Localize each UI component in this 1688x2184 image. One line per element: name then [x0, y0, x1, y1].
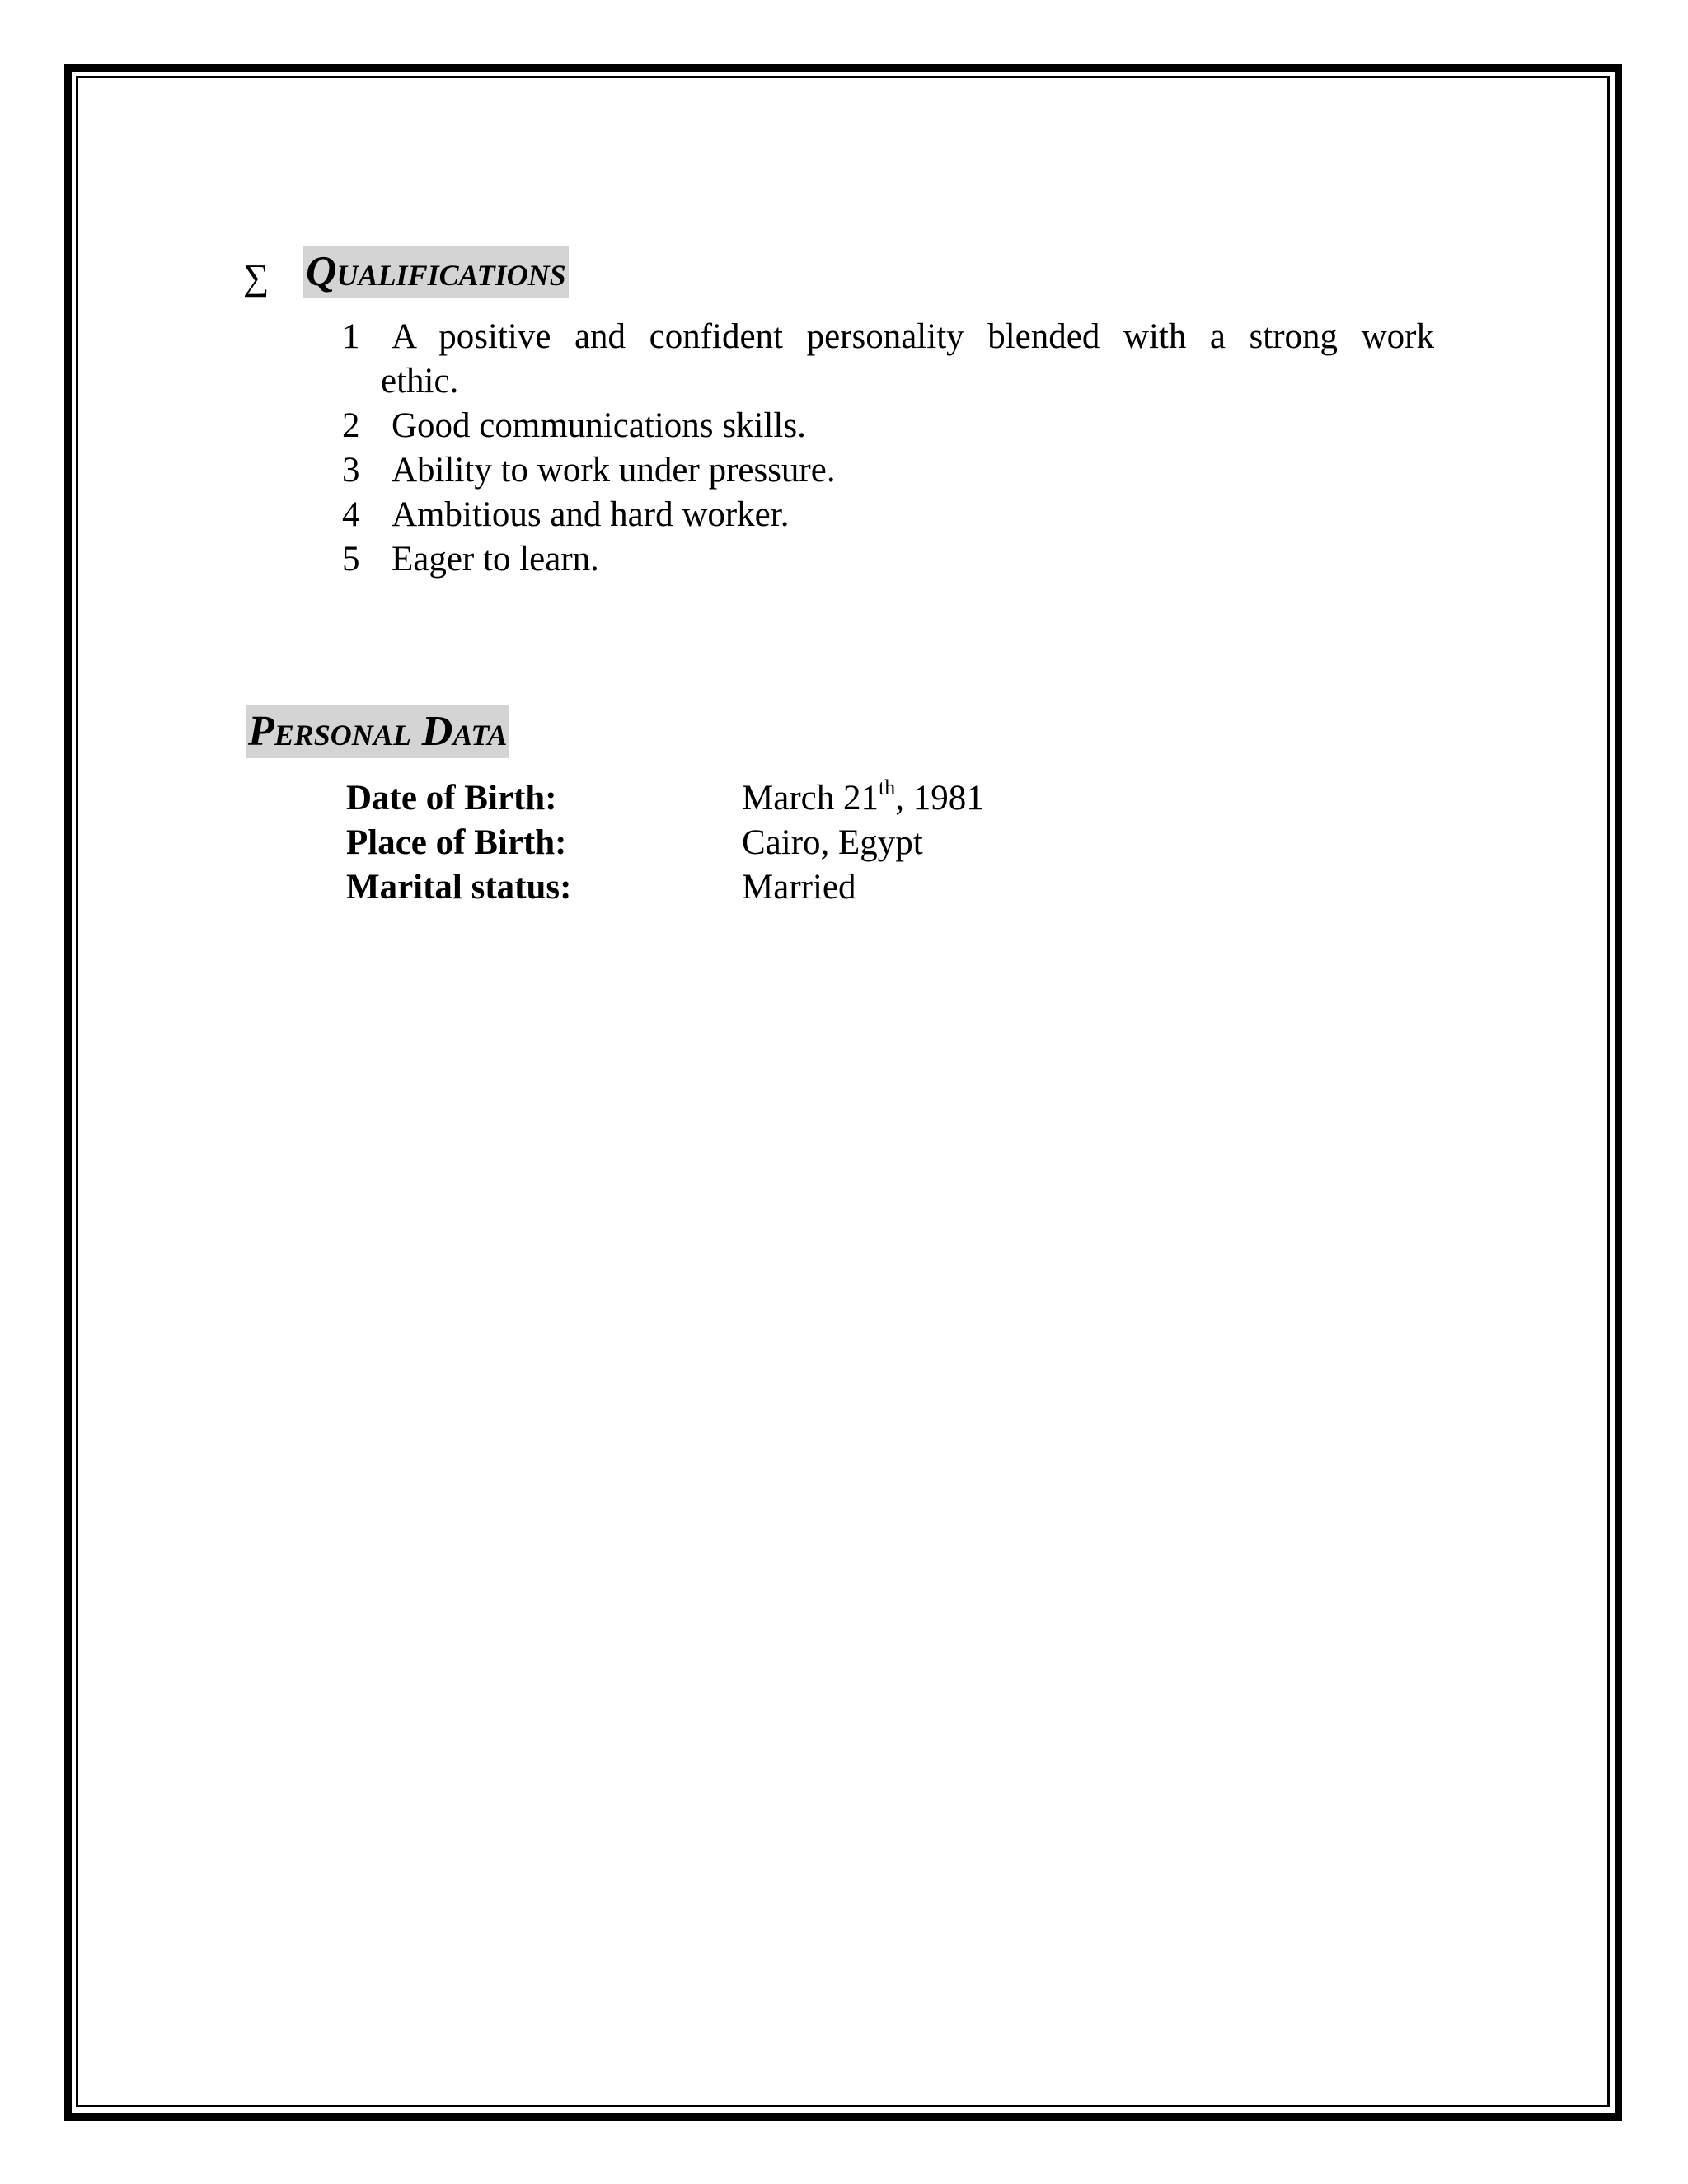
item-number: 2 [342, 406, 360, 445]
item-number: 4 [342, 495, 360, 534]
item-number: 1 [342, 317, 360, 356]
date-of-birth-value: March 21th, 1981 [742, 776, 984, 818]
item-text: Eager to learn. [392, 540, 599, 579]
marital-status-value: Married [742, 868, 856, 907]
item-text: A positive and confident personality blended with a strong work [392, 317, 1434, 356]
qualifications-heading: Qualifications [303, 246, 569, 298]
marital-status-label: Marital status: [346, 868, 572, 907]
qualification-item-1 [342, 315, 1434, 359]
place-of-birth-label: Place of Birth: [346, 823, 567, 862]
qualification-item-3 [342, 448, 836, 493]
item-text: Ambitious and hard worker. [392, 495, 790, 534]
place-of-birth-value: Cairo, Egypt [742, 823, 923, 862]
item-text: Good communications skills. [392, 406, 806, 445]
qualification-item-2 [342, 404, 806, 448]
item-text: Ability to work under pressure. [392, 451, 836, 490]
item-number: 3 [342, 451, 360, 490]
section-bullet-icon: ∑ [243, 257, 270, 298]
page-border-inner [76, 76, 1610, 2107]
date-of-birth-label: Date of Birth: [346, 779, 557, 818]
qualification-item-5 [342, 537, 599, 582]
qualification-item-1-continuation: ethic. [381, 362, 459, 401]
qualification-item-4 [342, 493, 789, 537]
personal-data-heading: Personal Data [246, 705, 509, 758]
item-number: 5 [342, 540, 360, 579]
